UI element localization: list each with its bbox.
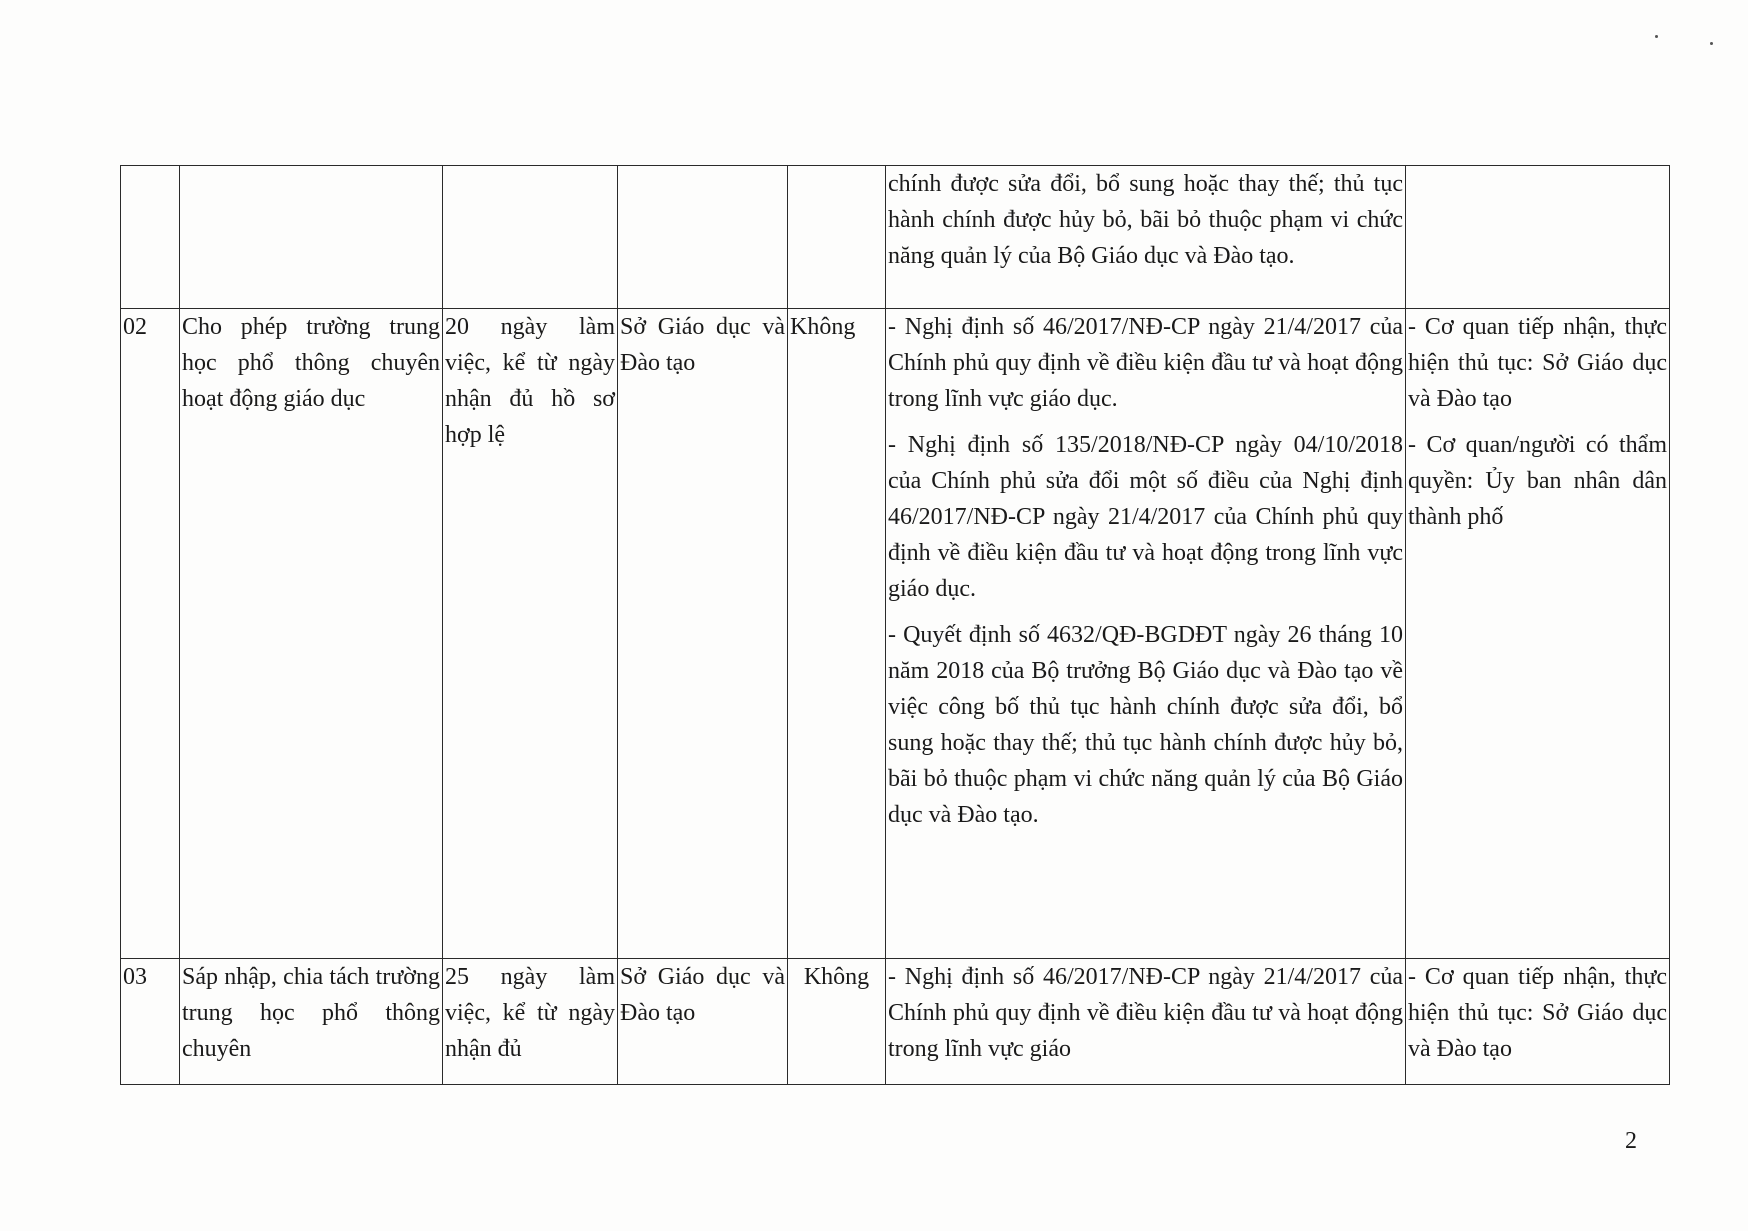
cell-time-limit: 20 ngày làm việc, kể từ ngày nhận đủ hồ sơ hợp lệ — [443, 309, 618, 959]
cell-legal-basis — [886, 166, 1406, 309]
cell-legal-basis — [886, 959, 1406, 1085]
cell-place — [618, 166, 788, 309]
cell-procedure: Sáp nhập, chia tách trường trung học phổ thông chuyên — [180, 959, 443, 1085]
table-row-03 — [121, 959, 1670, 1085]
cell-procedure: Cho phép trường trung học phổ thông chuyên hoạt động giáo dục — [180, 309, 443, 959]
legal-basis-item: - Nghị định số 135/2018/NĐ-CP ngày 04/10/2018 của Chính phủ sửa đổi một số điều của Nghị định 46/2017/NĐ-CP ngày 21/4/2017 của Chính phủ quy định về điều kiện đầu tư và hoạt động trong lĩnh vực giáo dục. — [888, 432, 1403, 602]
legal-basis-item: - Quyết định số 4632/QĐ-BGDĐT ngày 26 tháng 10 năm 2018 của Bộ trưởng Bộ Giáo dục và Đào tạo về việc công bố thủ tục hành chính được sửa đổi, bổ sung hoặc thay thế; thủ tục hành chính được hủy bỏ, bãi bỏ thuộc phạm vi chức năng quản lý của Bộ Giáo dục và Đào tạo. — [888, 622, 1403, 828]
cell-fee: Không — [788, 309, 886, 959]
cell-time-limit — [443, 166, 618, 309]
agency-item: - Cơ quan tiếp nhận, thực hiện thủ tục: Sở Giáo dục và Đào tạo — [1408, 314, 1667, 412]
cell-place: Sở Giáo dục và Đào tạo — [618, 309, 788, 959]
legal-basis-item: - Nghị định số 46/2017/NĐ-CP ngày 21/4/2017 của Chính phủ quy định về điều kiện đầu tư và hoạt động trong lĩnh vực giáo — [888, 964, 1403, 1062]
page-number: 2 — [1625, 1128, 1637, 1154]
procedures-table — [120, 165, 1670, 1085]
cell-agency — [1406, 309, 1670, 959]
cell-agency — [1406, 959, 1670, 1085]
agency-item: - Cơ quan tiếp nhận, thực hiện thủ tục: Sở Giáo dục và Đào tạo — [1408, 964, 1667, 1062]
table-row-continuation — [121, 166, 1670, 309]
cell-no: 03 — [121, 959, 180, 1085]
legal-basis-text: chính được sửa đổi, bổ sung hoặc thay thế; thủ tục hành chính được hủy bỏ, bãi bỏ thuộc phạm vi chức năng quản lý của Bộ Giáo dục và Đào tạo. — [888, 171, 1403, 269]
agency-item: - Cơ quan/người có thẩm quyền: Ủy ban nhân dân thành phố — [1408, 432, 1667, 530]
scan-speck — [1655, 35, 1658, 38]
cell-place: Sở Giáo dục và Đào tạo — [618, 959, 788, 1085]
scan-speck — [1710, 42, 1713, 45]
cell-procedure — [180, 166, 443, 309]
cell-no: 02 — [121, 309, 180, 959]
cell-agency — [1406, 166, 1670, 309]
table-row-02 — [121, 309, 1670, 959]
cell-time-limit: 25 ngày làm việc, kể từ ngày nhận đủ — [443, 959, 618, 1085]
cell-no — [121, 166, 180, 309]
cell-legal-basis — [886, 309, 1406, 959]
cell-fee — [788, 166, 886, 309]
cell-fee: Không — [788, 959, 886, 1085]
legal-basis-item: - Nghị định số 46/2017/NĐ-CP ngày 21/4/2017 của Chính phủ quy định về điều kiện đầu tư và hoạt động trong lĩnh vực giáo dục. — [888, 314, 1403, 412]
